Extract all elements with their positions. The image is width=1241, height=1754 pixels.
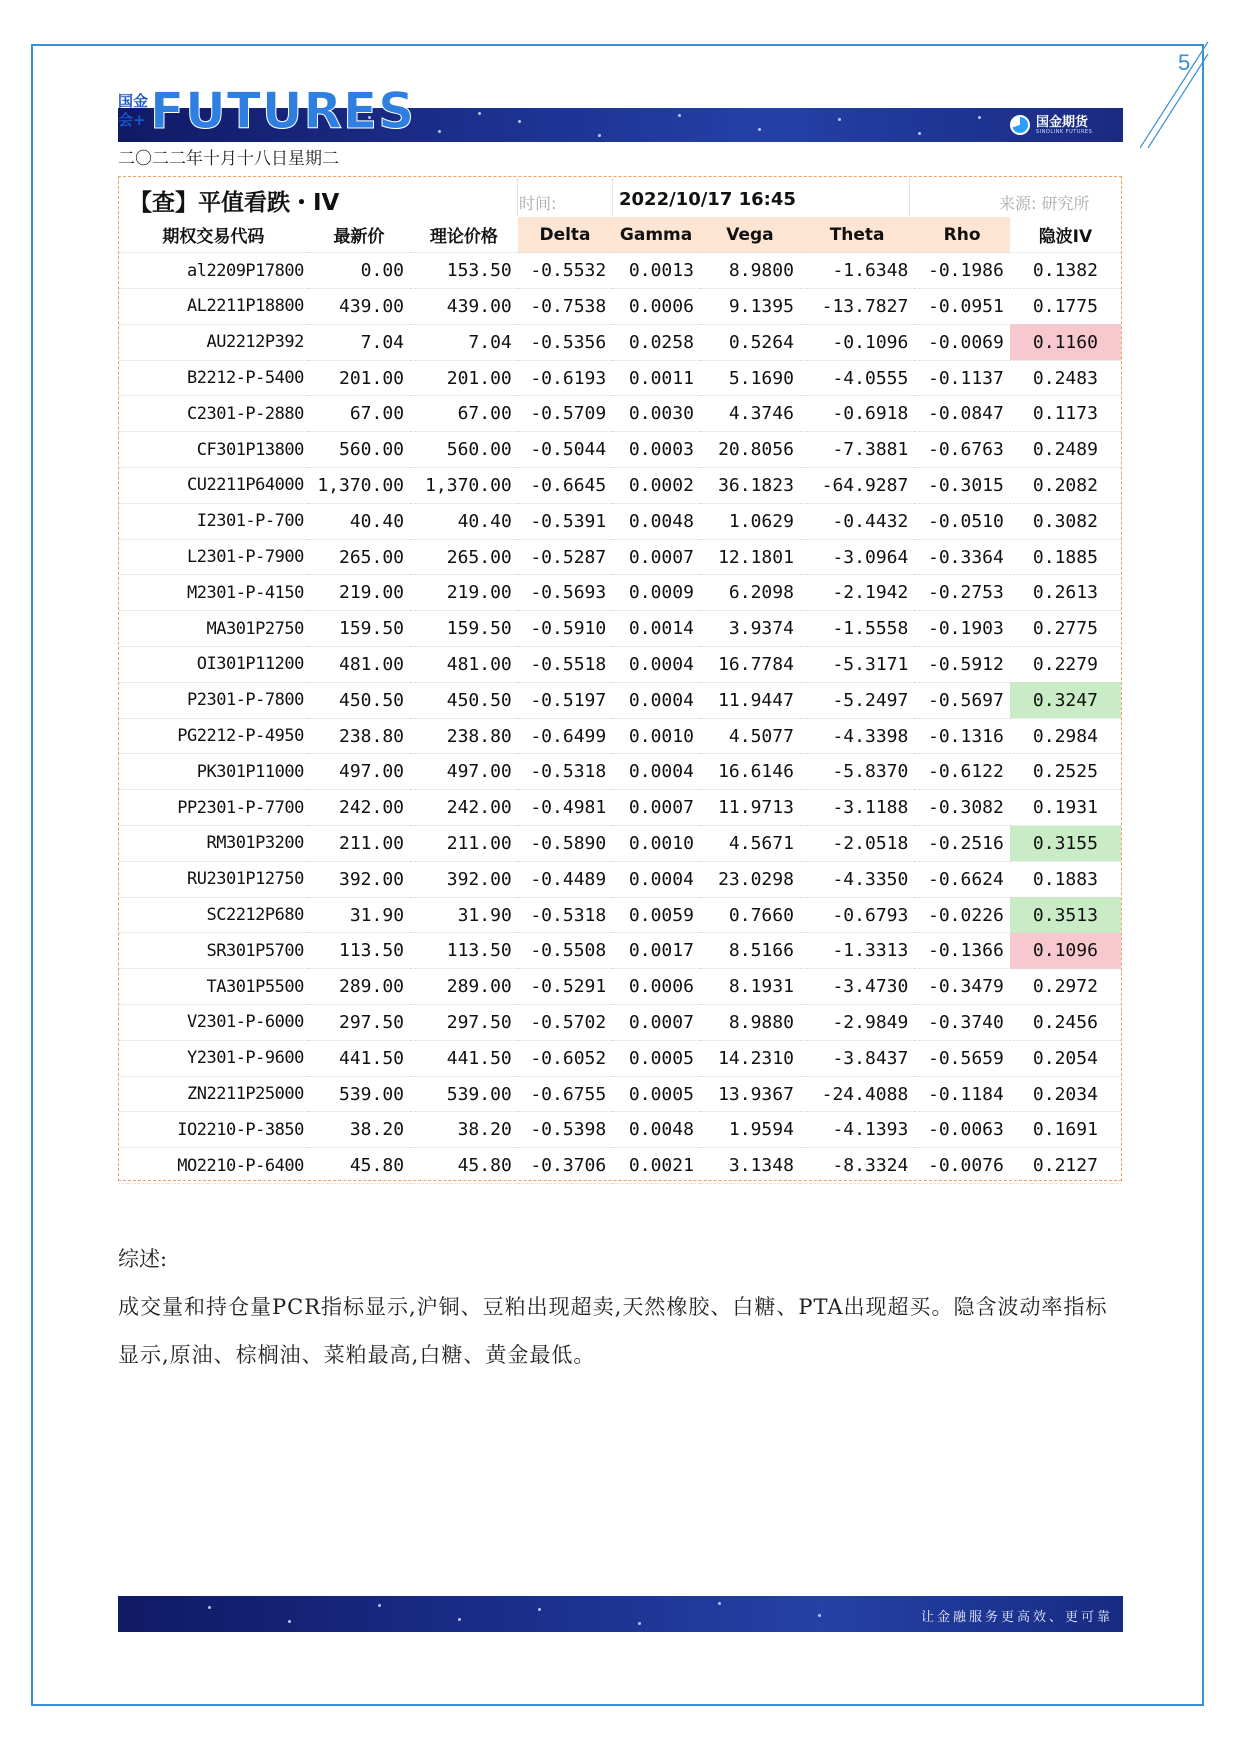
cell-theo: 560.00 bbox=[410, 432, 518, 468]
table-row bbox=[119, 324, 1121, 360]
cell-theo: 450.50 bbox=[410, 682, 518, 718]
cell-gamma: 0.0006 bbox=[612, 969, 700, 1005]
cell-gamma: 0.0003 bbox=[612, 432, 700, 468]
cell-iv: 0.1931 bbox=[1010, 790, 1121, 826]
cell-last: 297.50 bbox=[308, 1005, 410, 1041]
cell-delta: -0.5702 bbox=[518, 1005, 612, 1041]
cell-theo: 113.50 bbox=[410, 933, 518, 969]
cell-theo: 211.00 bbox=[410, 826, 518, 862]
cell-rho: -0.6122 bbox=[914, 754, 1010, 790]
cell-gamma: 0.0010 bbox=[612, 718, 700, 754]
cell-iv: 0.2972 bbox=[1010, 969, 1121, 1005]
cell-last: 242.00 bbox=[308, 790, 410, 826]
summary-title: 综述: bbox=[118, 1247, 168, 1271]
table-row bbox=[119, 539, 1121, 575]
brand-cn-text: 国金会 bbox=[118, 92, 149, 129]
cell-vega: 3.9374 bbox=[700, 611, 800, 647]
cell-code: B2212-P-5400 bbox=[119, 360, 308, 396]
cell-theo: 441.50 bbox=[410, 1040, 518, 1076]
brand-cn bbox=[118, 92, 148, 130]
cell-theta: -13.7827 bbox=[800, 289, 914, 325]
cell-last: 211.00 bbox=[308, 826, 410, 862]
cell-gamma: 0.0004 bbox=[612, 861, 700, 897]
cell-theo: 7.04 bbox=[410, 324, 518, 360]
cell-delta: -0.6755 bbox=[518, 1076, 612, 1112]
cell-theta: -0.4432 bbox=[800, 503, 914, 539]
cell-iv: 0.1885 bbox=[1010, 539, 1121, 575]
cell-vega: 5.1690 bbox=[700, 360, 800, 396]
cell-rho: -0.3364 bbox=[914, 539, 1010, 575]
cell-last: 238.80 bbox=[308, 718, 410, 754]
cell-delta: -0.6499 bbox=[518, 718, 612, 754]
cell-theta: -2.1942 bbox=[800, 575, 914, 611]
cell-rho: -0.0069 bbox=[914, 324, 1010, 360]
cell-theta: -3.8437 bbox=[800, 1040, 914, 1076]
table-row bbox=[119, 575, 1121, 611]
cell-gamma: 0.0005 bbox=[612, 1040, 700, 1076]
cell-gamma: 0.0004 bbox=[612, 682, 700, 718]
cell-code: I2301-P-700 bbox=[119, 503, 308, 539]
cell-vega: 0.7660 bbox=[700, 897, 800, 933]
cell-gamma: 0.0048 bbox=[612, 1112, 700, 1148]
cell-theo: 481.00 bbox=[410, 647, 518, 683]
cell-last: 539.00 bbox=[308, 1076, 410, 1112]
cell-theo: 497.00 bbox=[410, 754, 518, 790]
footer-band bbox=[118, 1596, 1123, 1632]
cell-theo: 439.00 bbox=[410, 289, 518, 325]
caption-divider bbox=[612, 179, 614, 215]
cell-rho: -0.1903 bbox=[914, 611, 1010, 647]
cell-iv: 0.1883 bbox=[1010, 861, 1121, 897]
cell-theo: 45.80 bbox=[410, 1148, 518, 1184]
cell-theo: 159.50 bbox=[410, 611, 518, 647]
cell-theta: -4.0555 bbox=[800, 360, 914, 396]
company-logo bbox=[1010, 113, 1092, 137]
table-body bbox=[119, 253, 1121, 1184]
table-row bbox=[119, 861, 1121, 897]
cell-code: al2209P17800 bbox=[119, 253, 308, 289]
cell-delta: -0.5318 bbox=[518, 897, 612, 933]
cell-rho: -0.3479 bbox=[914, 969, 1010, 1005]
cell-delta: -0.5532 bbox=[518, 253, 612, 289]
table-row bbox=[119, 468, 1121, 504]
cell-code: V2301-P-6000 bbox=[119, 1005, 308, 1041]
col-header-vega: Vega bbox=[700, 217, 800, 253]
cell-rho: -0.3015 bbox=[914, 468, 1010, 504]
cell-vega: 1.0629 bbox=[700, 503, 800, 539]
cell-theta: -2.0518 bbox=[800, 826, 914, 862]
cell-iv: 0.1096 bbox=[1010, 933, 1121, 969]
col-header-theo: 理论价格 bbox=[410, 217, 518, 253]
cell-rho: -0.2753 bbox=[914, 575, 1010, 611]
time-value: 2022/10/17 16:45 bbox=[619, 189, 796, 210]
cell-last: 38.20 bbox=[308, 1112, 410, 1148]
cell-rho: -0.6624 bbox=[914, 861, 1010, 897]
cell-iv: 0.1160 bbox=[1010, 324, 1121, 360]
cell-theta: -1.5558 bbox=[800, 611, 914, 647]
cell-iv: 0.2127 bbox=[1010, 1148, 1121, 1184]
col-header-delta: Delta bbox=[518, 217, 612, 253]
cell-code: P2301-P-7800 bbox=[119, 682, 308, 718]
col-header-theta: Theta bbox=[800, 217, 914, 253]
cell-last: 67.00 bbox=[308, 396, 410, 432]
cell-iv: 0.1382 bbox=[1010, 253, 1121, 289]
cell-code: AU2212P392 bbox=[119, 324, 308, 360]
cell-iv: 0.2054 bbox=[1010, 1040, 1121, 1076]
cell-vega: 6.2098 bbox=[700, 575, 800, 611]
col-header-iv: 隐波IV bbox=[1010, 217, 1121, 253]
options-table bbox=[119, 217, 1121, 1184]
cell-delta: -0.5391 bbox=[518, 503, 612, 539]
brand-plus: + bbox=[133, 111, 146, 129]
cell-theta: -5.8370 bbox=[800, 754, 914, 790]
cell-delta: -0.5287 bbox=[518, 539, 612, 575]
cell-code: CU2211P64000 bbox=[119, 468, 308, 504]
cell-rho: -0.1184 bbox=[914, 1076, 1010, 1112]
cell-last: 441.50 bbox=[308, 1040, 410, 1076]
cell-theta: -3.4730 bbox=[800, 969, 914, 1005]
cell-iv: 0.2483 bbox=[1010, 360, 1121, 396]
cell-code: M2301-P-4150 bbox=[119, 575, 308, 611]
cell-vega: 0.5264 bbox=[700, 324, 800, 360]
cell-delta: -0.5518 bbox=[518, 647, 612, 683]
cell-gamma: 0.0010 bbox=[612, 826, 700, 862]
cell-gamma: 0.0007 bbox=[612, 1005, 700, 1041]
cell-vega: 4.3746 bbox=[700, 396, 800, 432]
cell-code: RM301P3200 bbox=[119, 826, 308, 862]
cell-gamma: 0.0007 bbox=[612, 790, 700, 826]
cell-gamma: 0.0002 bbox=[612, 468, 700, 504]
cell-iv: 0.1775 bbox=[1010, 289, 1121, 325]
cell-theta: -4.3350 bbox=[800, 861, 914, 897]
cell-last: 289.00 bbox=[308, 969, 410, 1005]
cell-rho: -0.1316 bbox=[914, 718, 1010, 754]
cell-rho: -0.0076 bbox=[914, 1148, 1010, 1184]
cell-vega: 14.2310 bbox=[700, 1040, 800, 1076]
cell-delta: -0.7538 bbox=[518, 289, 612, 325]
cell-delta: -0.5398 bbox=[518, 1112, 612, 1148]
table-row bbox=[119, 682, 1121, 718]
cell-vega: 20.8056 bbox=[700, 432, 800, 468]
cell-theta: -0.6918 bbox=[800, 396, 914, 432]
col-header-last: 最新价 bbox=[308, 217, 410, 253]
cell-theo: 392.00 bbox=[410, 861, 518, 897]
cell-theta: -8.3324 bbox=[800, 1148, 914, 1184]
table-row bbox=[119, 969, 1121, 1005]
cell-rho: -0.0951 bbox=[914, 289, 1010, 325]
table-row bbox=[119, 754, 1121, 790]
table-row bbox=[119, 718, 1121, 754]
cell-rho: -0.6763 bbox=[914, 432, 1010, 468]
cell-rho: -0.2516 bbox=[914, 826, 1010, 862]
cell-gamma: 0.0005 bbox=[612, 1076, 700, 1112]
table-row bbox=[119, 790, 1121, 826]
cell-theta: -3.0964 bbox=[800, 539, 914, 575]
cell-theo: 31.90 bbox=[410, 897, 518, 933]
cell-theo: 153.50 bbox=[410, 253, 518, 289]
cell-code: TA301P5500 bbox=[119, 969, 308, 1005]
cell-gamma: 0.0021 bbox=[612, 1148, 700, 1184]
logo-cn: 国金期货 bbox=[1036, 114, 1089, 130]
cell-code: IO2210-P-3850 bbox=[119, 1112, 308, 1148]
cell-delta: -0.6193 bbox=[518, 360, 612, 396]
cell-theta: -0.6793 bbox=[800, 897, 914, 933]
cell-last: 0.00 bbox=[308, 253, 410, 289]
cell-vega: 11.9713 bbox=[700, 790, 800, 826]
cell-code: PK301P11000 bbox=[119, 754, 308, 790]
cell-vega: 16.6146 bbox=[700, 754, 800, 790]
cell-rho: -0.0510 bbox=[914, 503, 1010, 539]
cell-gamma: 0.0017 bbox=[612, 933, 700, 969]
table-row bbox=[119, 826, 1121, 862]
cell-theta: -1.3313 bbox=[800, 933, 914, 969]
cell-rho: -0.5697 bbox=[914, 682, 1010, 718]
cell-delta: -0.5508 bbox=[518, 933, 612, 969]
cell-delta: -0.5890 bbox=[518, 826, 612, 862]
cell-theo: 1,370.00 bbox=[410, 468, 518, 504]
cell-iv: 0.1173 bbox=[1010, 396, 1121, 432]
cell-gamma: 0.0258 bbox=[612, 324, 700, 360]
cell-rho: -0.0847 bbox=[914, 396, 1010, 432]
cell-vega: 11.9447 bbox=[700, 682, 800, 718]
cell-theo: 238.80 bbox=[410, 718, 518, 754]
cell-theta: -2.9849 bbox=[800, 1005, 914, 1041]
cell-iv: 0.2489 bbox=[1010, 432, 1121, 468]
table-header-row bbox=[119, 217, 1121, 253]
cell-theta: -7.3881 bbox=[800, 432, 914, 468]
cell-delta: -0.5044 bbox=[518, 432, 612, 468]
table-row bbox=[119, 647, 1121, 683]
cell-code: PP2301-P-7700 bbox=[119, 790, 308, 826]
caption-divider bbox=[909, 179, 911, 215]
col-header-gamma: Gamma bbox=[612, 217, 700, 253]
cell-theo: 38.20 bbox=[410, 1112, 518, 1148]
cell-delta: -0.4489 bbox=[518, 861, 612, 897]
sinolink-logo-icon bbox=[1010, 115, 1030, 135]
cell-last: 201.00 bbox=[308, 360, 410, 396]
cell-gamma: 0.0013 bbox=[612, 253, 700, 289]
cell-delta: -0.5910 bbox=[518, 611, 612, 647]
cell-delta: -0.4981 bbox=[518, 790, 612, 826]
cell-gamma: 0.0009 bbox=[612, 575, 700, 611]
cell-gamma: 0.0006 bbox=[612, 289, 700, 325]
summary-text: 成交量和持仓量PCR指标显示,沪铜、豆粕出现超卖,天然橡胶、白糖、PTA出现超买。隐含波动率指标显示,原油、棕榈油、菜粕最高,白糖、黄金最低。 bbox=[118, 1295, 1108, 1367]
cell-code: Y2301-P-9600 bbox=[119, 1040, 308, 1076]
cell-gamma: 0.0048 bbox=[612, 503, 700, 539]
cell-delta: -0.3706 bbox=[518, 1148, 612, 1184]
cell-rho: -0.5912 bbox=[914, 647, 1010, 683]
cell-iv: 0.3513 bbox=[1010, 897, 1121, 933]
cell-theo: 201.00 bbox=[410, 360, 518, 396]
cell-last: 31.90 bbox=[308, 897, 410, 933]
table-row bbox=[119, 1005, 1121, 1041]
cell-theo: 67.00 bbox=[410, 396, 518, 432]
cell-theo: 289.00 bbox=[410, 969, 518, 1005]
page-number: 5 bbox=[1178, 50, 1191, 75]
cell-rho: -0.0226 bbox=[914, 897, 1010, 933]
cell-code: MO2210-P-6400 bbox=[119, 1148, 308, 1184]
cell-iv: 0.3247 bbox=[1010, 682, 1121, 718]
cell-theta: -3.1188 bbox=[800, 790, 914, 826]
cell-vega: 9.1395 bbox=[700, 289, 800, 325]
cell-last: 392.00 bbox=[308, 861, 410, 897]
cell-code: OI301P11200 bbox=[119, 647, 308, 683]
cell-vega: 16.7784 bbox=[700, 647, 800, 683]
cell-last: 481.00 bbox=[308, 647, 410, 683]
cell-iv: 0.2279 bbox=[1010, 647, 1121, 683]
cell-last: 159.50 bbox=[308, 611, 410, 647]
cell-vega: 13.9367 bbox=[700, 1076, 800, 1112]
cell-theo: 265.00 bbox=[410, 539, 518, 575]
cell-last: 265.00 bbox=[308, 539, 410, 575]
cell-rho: -0.3740 bbox=[914, 1005, 1010, 1041]
table-row bbox=[119, 503, 1121, 539]
table-row bbox=[119, 432, 1121, 468]
cell-last: 40.40 bbox=[308, 503, 410, 539]
cell-theta: -5.3171 bbox=[800, 647, 914, 683]
cell-gamma: 0.0004 bbox=[612, 754, 700, 790]
cell-gamma: 0.0014 bbox=[612, 611, 700, 647]
cell-theta: -0.1096 bbox=[800, 324, 914, 360]
cell-vega: 3.1348 bbox=[700, 1148, 800, 1184]
cell-theo: 40.40 bbox=[410, 503, 518, 539]
cell-code: ZN2211P25000 bbox=[119, 1076, 308, 1112]
cell-iv: 0.3082 bbox=[1010, 503, 1121, 539]
cell-code: PG2212-P-4950 bbox=[119, 718, 308, 754]
cell-gamma: 0.0059 bbox=[612, 897, 700, 933]
table-title: 【查】平值看跌・IV bbox=[129, 190, 340, 216]
cell-iv: 0.2613 bbox=[1010, 575, 1121, 611]
table-row bbox=[119, 1112, 1121, 1148]
cell-delta: -0.5318 bbox=[518, 754, 612, 790]
source-label: 来源: 研究所 bbox=[999, 194, 1090, 213]
cell-vega: 4.5671 bbox=[700, 826, 800, 862]
cell-gamma: 0.0004 bbox=[612, 647, 700, 683]
cell-theo: 219.00 bbox=[410, 575, 518, 611]
cell-vega: 8.9800 bbox=[700, 253, 800, 289]
iv-table-panel bbox=[118, 176, 1122, 1181]
cell-iv: 0.2456 bbox=[1010, 1005, 1121, 1041]
cell-delta: -0.5693 bbox=[518, 575, 612, 611]
cell-vega: 36.1823 bbox=[700, 468, 800, 504]
cell-rho: -0.1137 bbox=[914, 360, 1010, 396]
cell-delta: -0.6645 bbox=[518, 468, 612, 504]
cell-rho: -0.3082 bbox=[914, 790, 1010, 826]
table-row bbox=[119, 289, 1121, 325]
cell-last: 45.80 bbox=[308, 1148, 410, 1184]
cell-theo: 539.00 bbox=[410, 1076, 518, 1112]
table-row bbox=[119, 1076, 1121, 1112]
cell-code: L2301-P-7900 bbox=[119, 539, 308, 575]
cell-delta: -0.5356 bbox=[518, 324, 612, 360]
cell-code: CF301P13800 bbox=[119, 432, 308, 468]
cell-code: C2301-P-2880 bbox=[119, 396, 308, 432]
logo-en: SINOLINK FUTURES bbox=[1036, 128, 1093, 135]
col-header-code: 期权交易代码 bbox=[119, 217, 308, 253]
cell-delta: -0.6052 bbox=[518, 1040, 612, 1076]
report-date: 二〇二二年十月十八日星期二 bbox=[118, 149, 339, 169]
cell-rho: -0.1986 bbox=[914, 253, 1010, 289]
cell-rho: -0.1366 bbox=[914, 933, 1010, 969]
table-row bbox=[119, 1040, 1121, 1076]
cell-theta: -1.6348 bbox=[800, 253, 914, 289]
table-row bbox=[119, 360, 1121, 396]
cell-code: SR301P5700 bbox=[119, 933, 308, 969]
cell-vega: 8.9880 bbox=[700, 1005, 800, 1041]
table-row bbox=[119, 396, 1121, 432]
cell-theta: -5.2497 bbox=[800, 682, 914, 718]
cell-vega: 8.1931 bbox=[700, 969, 800, 1005]
corner-decoration bbox=[1140, 40, 1210, 150]
cell-code: RU2301P12750 bbox=[119, 861, 308, 897]
cell-vega: 23.0298 bbox=[700, 861, 800, 897]
cell-iv: 0.2984 bbox=[1010, 718, 1121, 754]
cell-code: SC2212P680 bbox=[119, 897, 308, 933]
cell-vega: 8.5166 bbox=[700, 933, 800, 969]
cell-iv: 0.3155 bbox=[1010, 826, 1121, 862]
cell-delta: -0.5709 bbox=[518, 396, 612, 432]
cell-gamma: 0.0011 bbox=[612, 360, 700, 396]
cell-last: 497.00 bbox=[308, 754, 410, 790]
cell-iv: 0.2775 bbox=[1010, 611, 1121, 647]
time-label: 时间: bbox=[519, 194, 557, 213]
cell-last: 560.00 bbox=[308, 432, 410, 468]
table-row bbox=[119, 933, 1121, 969]
cell-code: AL2211P18800 bbox=[119, 289, 308, 325]
cell-theo: 297.50 bbox=[410, 1005, 518, 1041]
brand-futures: FUTURES bbox=[150, 82, 416, 140]
table-row bbox=[119, 253, 1121, 289]
cell-delta: -0.5291 bbox=[518, 969, 612, 1005]
cell-code: MA301P2750 bbox=[119, 611, 308, 647]
cell-gamma: 0.0007 bbox=[612, 539, 700, 575]
cell-theta: -4.1393 bbox=[800, 1112, 914, 1148]
cell-rho: -0.0063 bbox=[914, 1112, 1010, 1148]
cell-rho: -0.5659 bbox=[914, 1040, 1010, 1076]
cell-iv: 0.2034 bbox=[1010, 1076, 1121, 1112]
cell-last: 219.00 bbox=[308, 575, 410, 611]
cell-theta: -64.9287 bbox=[800, 468, 914, 504]
cell-gamma: 0.0030 bbox=[612, 396, 700, 432]
cell-last: 113.50 bbox=[308, 933, 410, 969]
table-row bbox=[119, 1148, 1121, 1184]
footer-slogan: 让金融服务更高效、更可靠 bbox=[920, 1610, 1113, 1625]
cell-iv: 0.1691 bbox=[1010, 1112, 1121, 1148]
cell-iv: 0.2525 bbox=[1010, 754, 1121, 790]
cell-vega: 1.9594 bbox=[700, 1112, 800, 1148]
cell-last: 1,370.00 bbox=[308, 468, 410, 504]
cell-last: 7.04 bbox=[308, 324, 410, 360]
cell-last: 439.00 bbox=[308, 289, 410, 325]
cell-theta: -24.4088 bbox=[800, 1076, 914, 1112]
cell-vega: 4.5077 bbox=[700, 718, 800, 754]
cell-delta: -0.5197 bbox=[518, 682, 612, 718]
col-header-rho: Rho bbox=[914, 217, 1010, 253]
cell-theta: -4.3398 bbox=[800, 718, 914, 754]
cell-vega: 12.1801 bbox=[700, 539, 800, 575]
table-row bbox=[119, 611, 1121, 647]
cell-iv: 0.2082 bbox=[1010, 468, 1121, 504]
cell-theo: 242.00 bbox=[410, 790, 518, 826]
table-row bbox=[119, 897, 1121, 933]
table-caption bbox=[119, 177, 1121, 217]
cell-last: 450.50 bbox=[308, 682, 410, 718]
